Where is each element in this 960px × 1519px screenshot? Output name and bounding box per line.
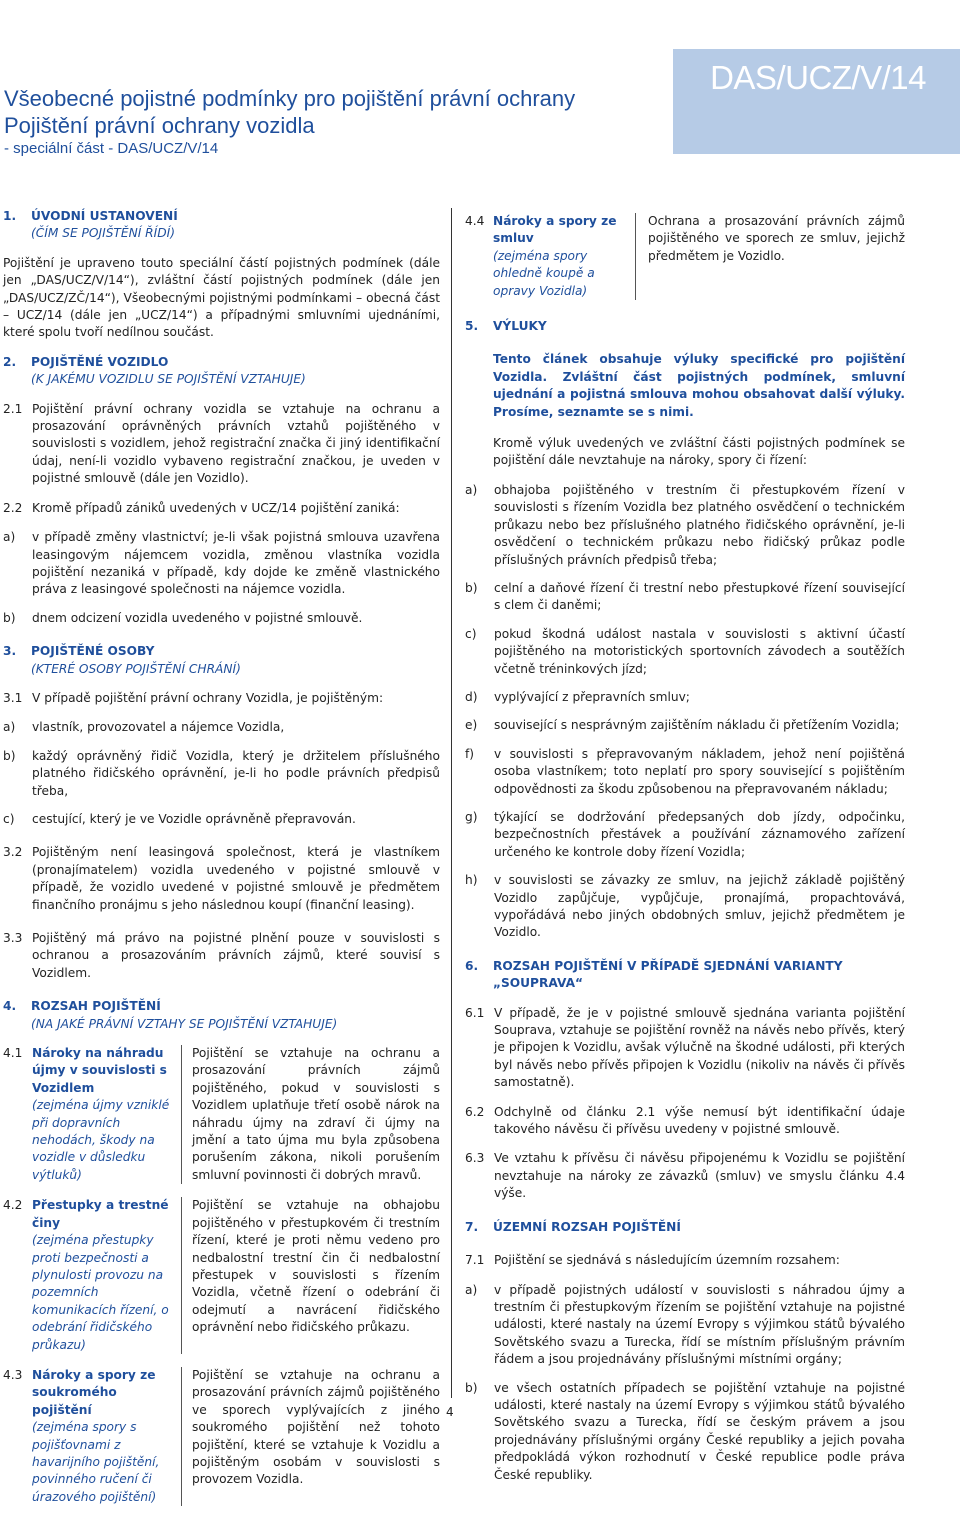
clause-7-1-b: b) ve všech ostatních případech se pojištění vztahuje na pojistné události, které nastaly na území Evropy s výjimkou států bývalého Sovětského svazu a Turecka, řídí se českým právem a jsou projednávány příslušnými orgány České republiky a jejich povaha předpokládá výkon rozhodnutí v České republice podle práva České republiky. xyxy=(465,1380,905,1482)
clause-4-4: 4.4 Nároky a spory ze smluv (zejména spory ohledně koupě a opravy Vozidla) Ochrana a prosazování právních zájmů pojištěného ve sporech ze smluv, jejichž předmětem je Vozidlo. xyxy=(465,213,905,300)
clause-3-3: 3.3 Pojištěný má právo na pojistné plnění pouze v souvislosti s ochranou a prosazováním právních zájmů, které souvisí s Vozidlem. xyxy=(3,931,440,980)
left-column xyxy=(3,208,440,1519)
clause-4-3: 4.3 Nároky a spory ze soukromého pojištění (zejména spory s pojišťovnami z havarijního pojištění, povinného ručení či úrazového pojištění) Pojištění se vztahuje na ochranu a prosazování právních zájmů pojištěného ve sporech vyplývajících z jiného soukromého pojištění než tohoto pojištění, které se vztahuje k Vozidlu a pojištěným osobám v souvislosti s provozem Vozidla. xyxy=(3,1367,440,1506)
title-line-2: Pojištění právní ochrany vozidla xyxy=(4,113,315,138)
section-6-heading: 6. ROZSAH POJIŠTĚNÍ V PŘÍPADĚ SJEDNÁNÍ VARIANTY „SOUPRAVA“ xyxy=(465,958,843,991)
title-line-3: - speciální část - DAS/UCZ/V/14 xyxy=(4,140,219,157)
exclusion-e: e) související s nesprávným zajištěním nákladu či přetížením Vozidla; xyxy=(465,718,900,733)
exclusion-h: h) v souvislosti se závazky ze smluv, na jejichž základě pojištěný Vozidlo zapůjčuje, vypůjčuje, pronajímá, propachtovává, vypořádává nebo jiných obdobných smluv, jejichž předmětem je Vozidlo. xyxy=(465,873,905,940)
exclusion-a: a) obhajoba pojištěného v trestním či přestupkovém řízení v souvislosti s řízením Vozidla bez platného osvědčení o technickém průkazu nebo bez příslušného platného řidičského oprávnění, je-li osvědčení o technickém průkazu nebo řidičský průkaz podle příslušných právních předpisů třeba; xyxy=(465,482,905,567)
exclusion-d: d) vyplývající z přepravních smluv; xyxy=(465,689,690,704)
clause-3-2: 3.2 Pojištěným není leasingová společnost, která je vlastníkem (pronajímatelem) vozidla uvedeného v pojistné smlouvě v případě, že vozidlo uvedené v pojistné smlouvě je předmětem finančního pronájmu s jeho následnou koupí (finanční leasing). xyxy=(3,845,440,912)
section-2-heading: 2. POJIŠTĚNÉ VOZIDLO (K JAKÉMU VOZIDLU SE POJIŠTĚNÍ VZTAHUJE) xyxy=(3,354,306,387)
clause-3-1-b: b) každý oprávněný řidič Vozidla, který je držitelem příslušného platného řidičského oprávnění, je-li ho podle právních předpisů třeba, xyxy=(3,748,440,798)
clause-2-2-a: a) v případě změny vlastnictví; je-li však pojistná smlouva uzavřena leasingovým nájemcem vozidla, změnou vlastníka vozidla pojištění nezaniká v případě, kdy dojde ke změně vlastnického práva z leasingové společnosti na nájemce vozidla. xyxy=(3,530,440,597)
clause-3-1-a: a) vlastník, provozovatel a nájemce Vozidla, xyxy=(3,720,285,735)
column-divider xyxy=(451,208,452,1398)
clause-6-2: 6.2 Odchylně od článku 2.1 výše nemusí být identifikační údaje takového návěsu či přívěsu uvedeny v pojistné smlouvě. xyxy=(465,1104,905,1137)
title-line-1: Všeobecné pojistné podmínky pro pojištění právní ochrany xyxy=(4,86,576,111)
clause-7-1: 7.1 Pojištění se sjednává s následujícím územním rozsahem: xyxy=(465,1253,840,1268)
section-4-heading: 4. ROZSAH POJIŠTĚNÍ (NA JAKÉ PRÁVNÍ VZTAHY SE POJIŠTĚNÍ VZTAHUJE) xyxy=(3,999,338,1031)
section-7-heading: 7. ÚZEMNÍ ROZSAH POJIŠTĚNÍ xyxy=(465,1219,681,1234)
page-number: 4 xyxy=(446,1405,454,1419)
clause-4-1: 4.1 Nároky na náhradu újmy v souvislosti s Vozidlem (zejména újmy vzniklé při dopravních nehodách, škody na vozidle v důsledku výtluků) Pojištění se vztahuje na ochranu a prosazování právních zájmů pojištěného, pokud v souvislosti s Vozidlem uplatňuje třetí osobě nárok na náhradu újmy na zdraví či újmy na jmění a tato újma mu byla způsobena porušením zákona, nikoli porušením smluvní povinnosti či dobrých mravů. xyxy=(3,1045,440,1184)
section-5-heading: 5. VÝLUKY xyxy=(465,319,547,334)
clause-7-1-a: a) v případě pojistných událostí v souvislosti s náhradou újmy a trestním či přestupkovým řízením se pojištění vztahuje na pojistné události, které nastaly na území Evropy s výjimkou států bývalého Sovětského svazu a Turecka, řídí se místním příslušným právním řádem a jsou projednávány příslušnými místními orgány; xyxy=(465,1282,905,1367)
exclusion-c: c) pokud škodná událost nastala v souvislosti s aktivní účastí pojištěného na motoristických sportovních závodech a soutěžích včetně tréninkových jízd; xyxy=(465,626,905,676)
section-1-text: Pojištění je upraveno touto speciální částí pojistných podmínek (dále jen „DAS/UCZ/V/14“), zvláštní částí pojistných podmínek (dále jen „DAS/UCZ/ZČ/14“), Všeobecnými pojistnými podmínkami – obecná část – UCZ/14 (dále jen „UCZ/14“) a případnými smluvními ujednáními, které spolu tvoří nedílnou součást. xyxy=(3,255,440,340)
clause-6-1: 6.1 V případě, že je v pojistné smlouvě sjednána varianta pojištění Souprava, vztahuje se pojištění rovněž na návěs nebo přívěs, který je připojen k Vozidlu, avšak výlučně na škodné události, při kterých byl návěs nebo přívěs připojen k Vozidlu (nikoliv na návěs či přívěs samostatně). xyxy=(465,1005,905,1090)
document-title xyxy=(4,85,575,159)
exclusion-f: f) v souvislosti s přepravovaným nákladem, jehož není pojištěná osoba vlastníkem; toto neplatí pro spory související s pojištěním odpovědnosti za škodu způsobenou na přepravovaném nákladu; xyxy=(465,746,905,796)
document-code-box xyxy=(673,49,960,154)
clause-2-2: 2.2 Kromě případů zániků uvedených v UCZ/14 pojištění zaniká: xyxy=(3,500,400,515)
section-5-intro: Kromě výluk uvedených ve zvláštní části pojistných podmínek se pojištění dále nevztahuje na nároky, spory či řízení: xyxy=(493,436,905,468)
clause-4-2: 4.2 Přestupky a trestné činy (zejména přestupky proti bezpečnosti a plynulosti provozu na pozemních komunikacích řízení, o odebrání řidičského průkazu) Pojištění se vztahuje na obhajobu pojištěného v přestupkovém či trestním řízení, které je proti němu vedeno pro nedbalostní trestní čin či nedbalostní přestupek v souvislosti s řízením Vozidla, včetně řízení o odebrání či odejmutí a navrácení řidičského oprávnění nebo řidičského průkazu. xyxy=(3,1197,440,1354)
section-3-heading: 3. POJIŠTĚNÉ OSOBY (KTERÉ OSOBY POJIŠTĚNÍ CHRÁNÍ) xyxy=(3,644,241,676)
clause-2-1: 2.1 Pojištění právní ochrany vozidla se vztahuje na ochranu a prosazování oprávněných právních vztahů pojištěného v souvislosti s vozidlem, jehož registrační značka či jiný identifikační údaj, není-li vozidlo vybaveno registrační značkou, je uveden v pojistné smlouvě (dále jen Vozidlo). xyxy=(3,401,440,486)
clause-2-2-b: b) dnem odcizení vozidla uvedeného v pojistné smlouvě. xyxy=(3,610,363,625)
document-code: DAS/UCZ/V/14 xyxy=(710,59,926,96)
clause-6-3: 6.3 Ve vztahu k přívěsu či návěsu připojenému k Vozidlu se pojištění nevztahuje na nároky ze závazků (smluv) ve smyslu článku 4.4 výše. xyxy=(465,1151,905,1201)
section-5-lead: Tento článek obsahuje výluky specifické pro pojištění Vozidla. Zvláštní část pojistných podmínek, smluvní ujednání a pojistná smlouva mohou obsahovat další výluky. Prosíme, seznamte se s nimi. xyxy=(493,352,905,419)
exclusion-g: g) týkající se dodržování předepsaných dob jízdy, odpočinku, bezpečnostních přestávek a používání záznamového zařízení určeného ke kontrole doby řízení Vozidla; xyxy=(465,809,905,859)
right-column xyxy=(465,213,905,1495)
clause-3-1: 3.1 V případě pojištění právní ochrany Vozidla, je pojištěným: xyxy=(3,690,384,705)
clause-3-1-c: c) cestující, který je ve Vozidle oprávněně přepravován. xyxy=(3,811,356,826)
section-1-heading: 1. ÚVODNÍ USTANOVENÍ (ČÍM SE POJIŠTĚNÍ ŘÍDÍ) xyxy=(3,209,178,241)
exclusion-b: b) celní a daňové řízení či trestní nebo přestupkové řízení související s clem či daněmi; xyxy=(465,580,905,613)
